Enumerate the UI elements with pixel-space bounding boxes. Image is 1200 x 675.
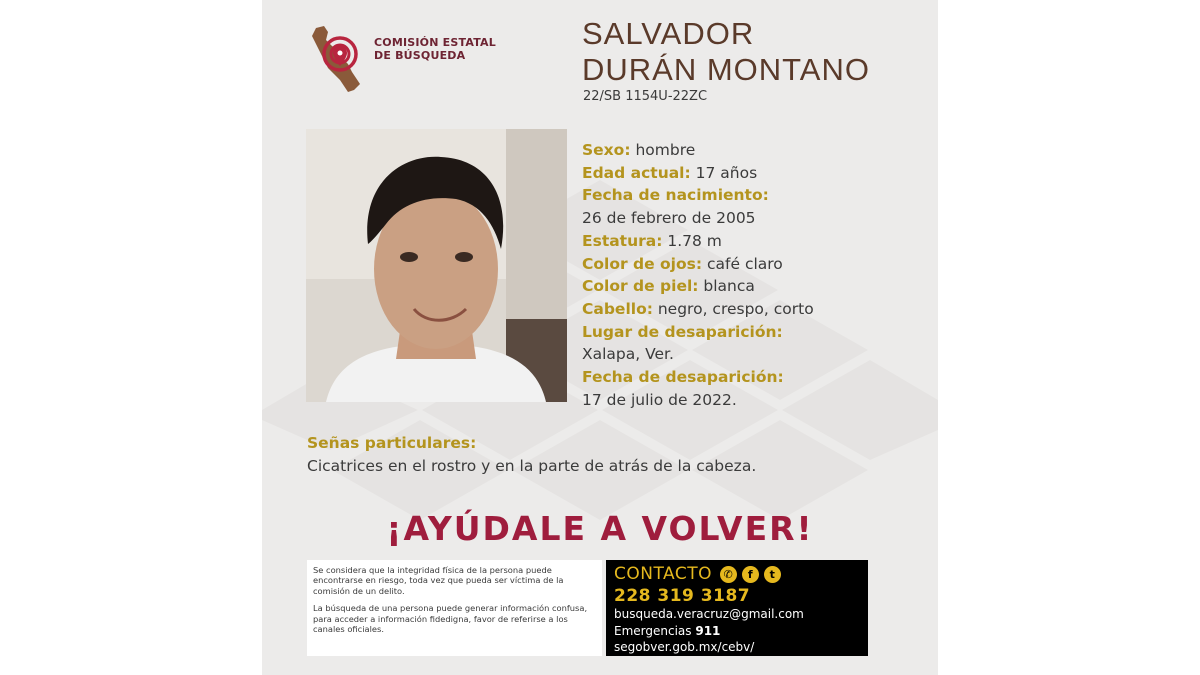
phone-icon[interactable]: ✆ (720, 566, 737, 583)
commission-logo (302, 20, 502, 100)
notice-paragraph-1: Se considera que la integridad física de la persona puede encontrarse en riesgo, toda vez que pueda ser víctima de la comisión de un delito. (313, 565, 564, 596)
name-line-1: SALVADOR (582, 16, 755, 51)
facebook-icon[interactable]: f (742, 566, 759, 583)
detail-edad (582, 162, 922, 185)
sexo-label: Sexo: (582, 141, 631, 159)
person-details (582, 139, 922, 411)
emergency-label: Emergencias (614, 623, 692, 638)
person-photo (306, 129, 567, 402)
cabello-label: Cabello: (582, 299, 653, 318)
contact-box (606, 560, 868, 656)
logo-text (374, 36, 496, 62)
logo-line-2: DE BÚSQUEDA (374, 49, 466, 62)
marks-value: Cicatrices en el rostro y en la parte de atrás de la cabeza. (307, 457, 757, 475)
piel-value: blanca (698, 277, 755, 296)
legal-notice (307, 560, 602, 656)
lugar-value: Xalapa, Ver. (582, 345, 674, 364)
veracruz-map-pin-icon (302, 20, 372, 100)
notice-paragraph-2: La búsqueda de una persona puede generar información confusa, para acceder a información fidedigna, favor de referirse a los canales oficiales. (313, 603, 588, 635)
detail-estatura (582, 230, 922, 253)
nacimiento-label: Fecha de nacimiento: (582, 186, 769, 205)
detail-ojos (582, 253, 922, 276)
name-line-2: DURÁN MONTANO (582, 52, 870, 87)
contact-website[interactable]: segobver.gob.mx/cebv/ (614, 640, 755, 654)
nacimiento-value: 26 de febrero de 2005 (582, 209, 756, 228)
piel-label: Color de piel: (582, 277, 699, 296)
contact-phone[interactable]: 228 319 3187 (614, 586, 751, 606)
estatura-label: Estatura: (582, 231, 663, 250)
emergency-number[interactable]: 911 (695, 623, 721, 638)
ojos-value: café claro (702, 254, 783, 273)
detail-cabello (582, 298, 922, 321)
ojos-label: Color de ojos: (582, 254, 703, 273)
estatura-value: 1.78 m (662, 231, 722, 250)
distinguishing-marks (307, 432, 907, 478)
edad-label: Edad actual: (582, 163, 691, 182)
case-code: 22/SB 1154U-22ZC (583, 89, 708, 104)
call-to-action: ¡AYÚDALE A VOLVER! (386, 509, 814, 548)
detail-sexo (582, 139, 922, 162)
person-name (582, 16, 870, 88)
marks-label: Señas particulares: (307, 434, 477, 452)
detail-lugar (582, 321, 922, 344)
edad-value: 17 años (690, 163, 758, 182)
twitter-icon[interactable]: t (764, 566, 781, 583)
contact-header (614, 562, 860, 586)
detail-piel (582, 275, 922, 298)
lugar-label: Lugar de desaparición: (582, 322, 783, 341)
person-photo-image (306, 129, 567, 402)
contact-email[interactable]: busqueda.veracruz@gmail.com (614, 607, 804, 621)
cabello-value: negro, crespo, corto (652, 299, 814, 318)
fecha-label: Fecha de desaparición: (582, 368, 784, 387)
logo-line-1: COMISIÓN ESTATAL (374, 36, 496, 49)
sexo-value: hombre (630, 141, 696, 159)
fecha-value: 17 de julio de 2022. (582, 390, 737, 409)
detail-fecha (582, 366, 922, 389)
contact-title: CONTACTO (614, 564, 712, 584)
contact-emergency (614, 623, 860, 640)
missing-person-poster (262, 0, 938, 675)
detail-nacimiento (582, 184, 922, 207)
